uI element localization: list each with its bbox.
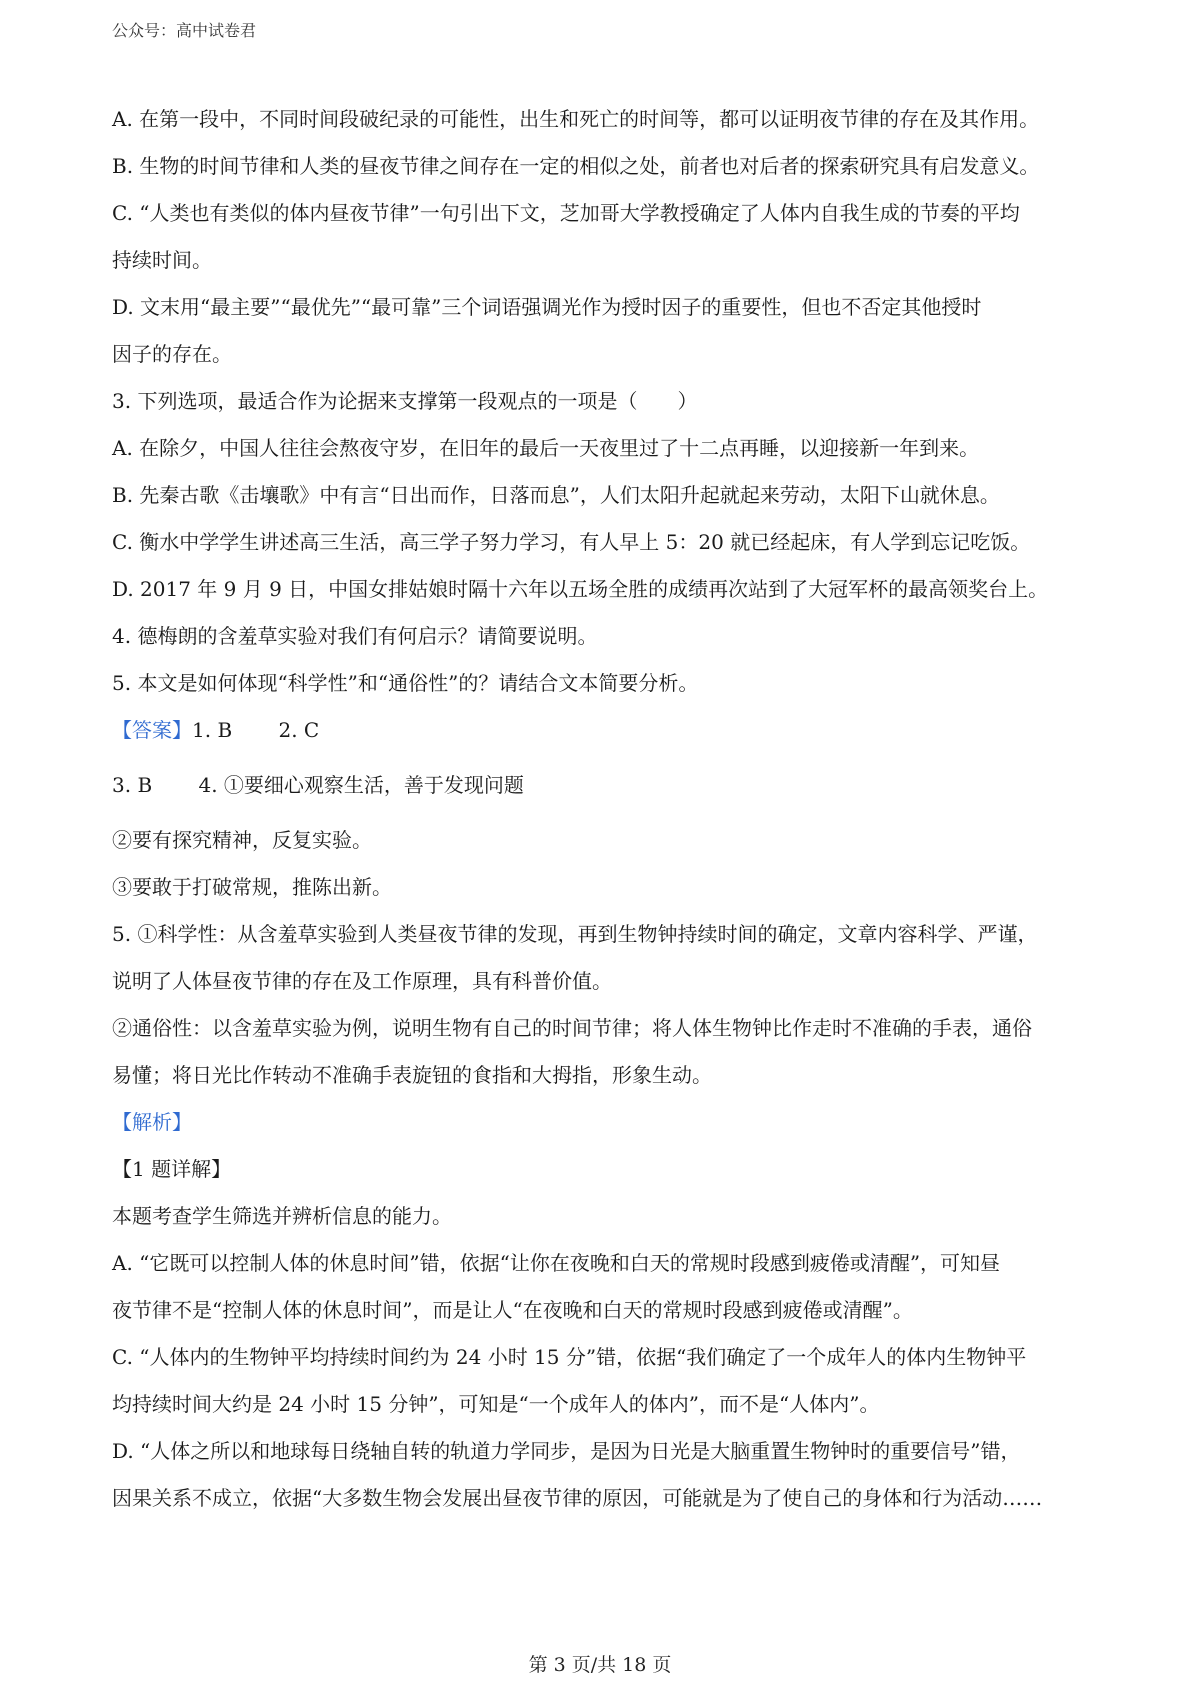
option-b-q3: B. 先秦古歌《击壤歌》中有言“日出而作，日落而息”，人们太阳升起就起来劳动，太阳下山就休息。 [112, 483, 1000, 507]
page-number: 第 3 页/共 18 页 [528, 1654, 672, 1676]
document-body [112, 96, 1102, 1522]
option-a-q2: A. 在第一段中，不同时间段破纪录的可能性，出生和死亡的时间等，都可以证明夜节律的存在及其作用。 [112, 107, 1040, 131]
question-4: 4. 德梅朗的含羞草实验对我们有何启示？请简要说明。 [112, 624, 598, 648]
question-5: 5. 本文是如何体现“科学性”和“通俗性”的？请结合文本简要分析。 [112, 671, 699, 695]
analysis-d-line-2: 因果关系不成立，依据“大多数生物会发展出昼夜节律的原因，可能就是为了使自己的身体和行为活动…… [112, 1486, 1043, 1510]
option-c-q3: C. 衡水中学学生讲述高三生活，高三学子努力学习，有人早上 5：20 就已经起床，有人学到忘记吃饭。 [112, 530, 1031, 554]
analysis-q1-heading: 【1 题详解】 [112, 1157, 232, 1181]
analysis-intro: 本题考查学生筛选并辨析信息的能力。 [112, 1204, 452, 1228]
option-d-q3: D. 2017 年 9 月 9 日，中国女排姑娘时隔十六年以五场全胜的成绩再次站到了大冠军杯的最高领奖台上。 [112, 577, 1049, 601]
option-c-q2-cont: 持续时间。 [112, 248, 212, 272]
answer-line-2: 3. B 4. ①要细心观察生活，善于发现问题 [112, 773, 524, 797]
answer-1-2: 1. B 2. C [192, 718, 320, 742]
analysis-a-line-1: A. “它既可以控制人体的休息时间”错，依据“让你在夜晚和白天的常规时段感到疲倦或清醒”，可知昼 [112, 1251, 1001, 1275]
option-d-q2: D. 文末用“最主要”“最优先”“最可靠”三个词语强调光作为授时因子的重要性，但也不否定其他授时 [112, 295, 982, 319]
analysis-c-line-1: C. “人体内的生物钟平均持续时间约为 24 小时 15 分”错，依据“我们确定了一个成年人的体内生物钟平 [112, 1345, 1027, 1369]
answer-line-1 [112, 707, 1102, 754]
answer-4-item-3: ③要敢于打破常规，推陈出新。 [112, 875, 392, 899]
analysis-a-line-2: 夜节律不是“控制人体的休息时间”，而是让人“在夜晚和白天的常规时段感到疲倦或清醒”。 [112, 1298, 913, 1322]
answer-5-line-2: 说明了人体昼夜节律的存在及工作原理，具有科普价值。 [112, 969, 612, 993]
option-a-q3: A. 在除夕，中国人往往会熬夜守岁，在旧年的最后一天夜里过了十二点再睡，以迎接新一年到来。 [112, 436, 980, 460]
analysis-tag: 【解析】 [112, 1110, 192, 1134]
option-d-q2-cont: 因子的存在。 [112, 342, 232, 366]
answer-4-item-2: ②要有探究精神，反复实验。 [112, 828, 372, 852]
answer-tag: 【答案】 [112, 718, 192, 742]
answer-5-line-3: ②通俗性：以含羞草实验为例，说明生物有自己的时间节律；将人体生物钟比作走时不准确的手表，通俗 [112, 1016, 1032, 1040]
answer-5-line-1: 5. ①科学性：从含羞草实验到人类昼夜节律的发现，再到生物钟持续时间的确定，文章内容科学、严谨， [112, 922, 1038, 946]
page-header-source: 公众号：高中试卷君 [112, 21, 257, 40]
analysis-d-line-1: D. “人体之所以和地球每日绕轴自转的轨道力学同步，是因为日光是大脑重置生物钟时的重要信号”错， [112, 1439, 1021, 1463]
option-b-q2: B. 生物的时间节律和人类的昼夜节律之间存在一定的相似之处，前者也对后者的探索研究具有启发意义。 [112, 154, 1040, 178]
option-c-q2: C. “人类也有类似的体内昼夜节律”一句引出下文，芝加哥大学教授确定了人体内自我生成的节奏的平均 [112, 201, 1020, 225]
question-3: 3. 下列选项，最适合作为论据来支撑第一段观点的一项是（ ） [112, 389, 698, 413]
answer-5-line-4: 易懂；将日光比作转动不准确手表旋钮的食指和大拇指，形象生动。 [112, 1063, 712, 1087]
analysis-c-line-2: 均持续时间大约是 24 小时 15 分钟”，可知是“一个成年人的体内”，而不是“人体内”。 [112, 1392, 880, 1416]
